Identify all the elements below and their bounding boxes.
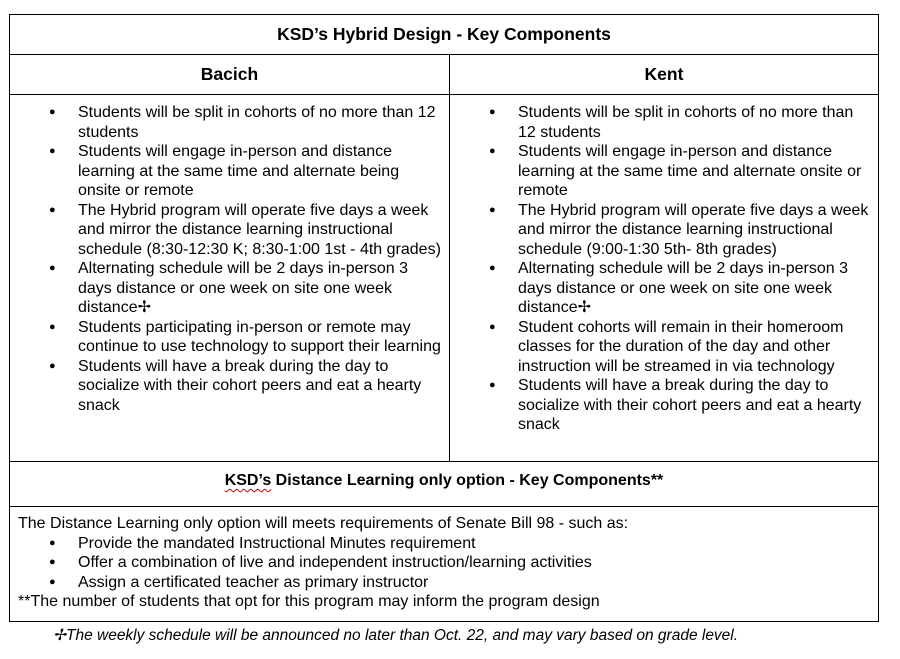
list-item: ● Provide the mandated Instructional Minutes requirement: [78, 534, 870, 554]
list-item: ● Alternating schedule will be 2 days in-person 3 days distance or one week on site one week distance✢: [78, 259, 441, 318]
bacich-bullet-list: [10, 95, 449, 415]
list-item: ● Students will have a break during the day to socialize with their cohort peers and eat a hearty snack: [78, 357, 441, 416]
schedule-footnote: ✢The weekly schedule will be announced no later than Oct. 22, and may vary based on grade level.: [53, 627, 739, 644]
list-item: ● The Hybrid program will operate five days a week and mirror the distance learning instructional schedule (9:00-1:30 5th- 8th grades): [518, 201, 870, 260]
distance-learning-intro: The Distance Learning only option will meets requirements of Senate Bill 98 - such as:: [18, 515, 629, 532]
distance-learning-body: [10, 507, 879, 622]
distance-learning-note: **The number of students that opt for this program may inform the program design: [18, 593, 600, 610]
list-item: ● Offer a combination of live and independent instruction/learning activities: [78, 553, 870, 573]
list-item: ● Students will engage in-person and distance learning at the same time and alternate onsite or remote: [518, 142, 870, 201]
spellcheck-flagged-word: KSD’s: [224, 472, 272, 489]
distance-learning-bullet-list: [18, 534, 870, 593]
bacich-bullets-cell: [10, 95, 450, 462]
list-item: ● Students will be split in cohorts of no more than 12 students: [518, 103, 870, 142]
column-heading-bacich: Bacich: [10, 55, 450, 95]
list-item: ● Students will have a break during the day to socialize with their cohort peers and eat a hearty snack: [518, 376, 870, 435]
column-heading-kent: Kent: [450, 55, 879, 95]
list-item: ● Students will engage in-person and distance learning at the same time and alternate being onsite or remote: [78, 142, 441, 201]
key-components-table: [9, 14, 879, 622]
distance-learning-title-cell: [10, 462, 879, 507]
distance-learning-title: [10, 472, 878, 496]
list-item: ● Alternating schedule will be 2 days in-person 3 days distance or one week on site one week distance✢: [518, 259, 870, 318]
table-title: KSD’s Hybrid Design - Key Components: [10, 15, 879, 55]
list-item: ● Assign a certificated teacher as primary instructor: [78, 573, 870, 593]
kent-bullets-cell: [450, 95, 879, 462]
distance-learning-title-text: Distance Learning only option - Key Components**: [271, 472, 664, 489]
list-item: ● Students will be split in cohorts of no more than 12 students: [78, 103, 441, 142]
list-item: ● Students participating in-person or remote may continue to use technology to support their learning: [78, 318, 441, 357]
list-item: ● The Hybrid program will operate five days a week and mirror the distance learning instructional schedule (8:30-12:30 K; 8:30-1:00 1st - 4th grades): [78, 201, 441, 260]
kent-bullet-list: [450, 95, 878, 435]
list-item: ● Student cohorts will remain in their homeroom classes for the duration of the day and other instruction will be streamed in via technology: [518, 318, 870, 377]
